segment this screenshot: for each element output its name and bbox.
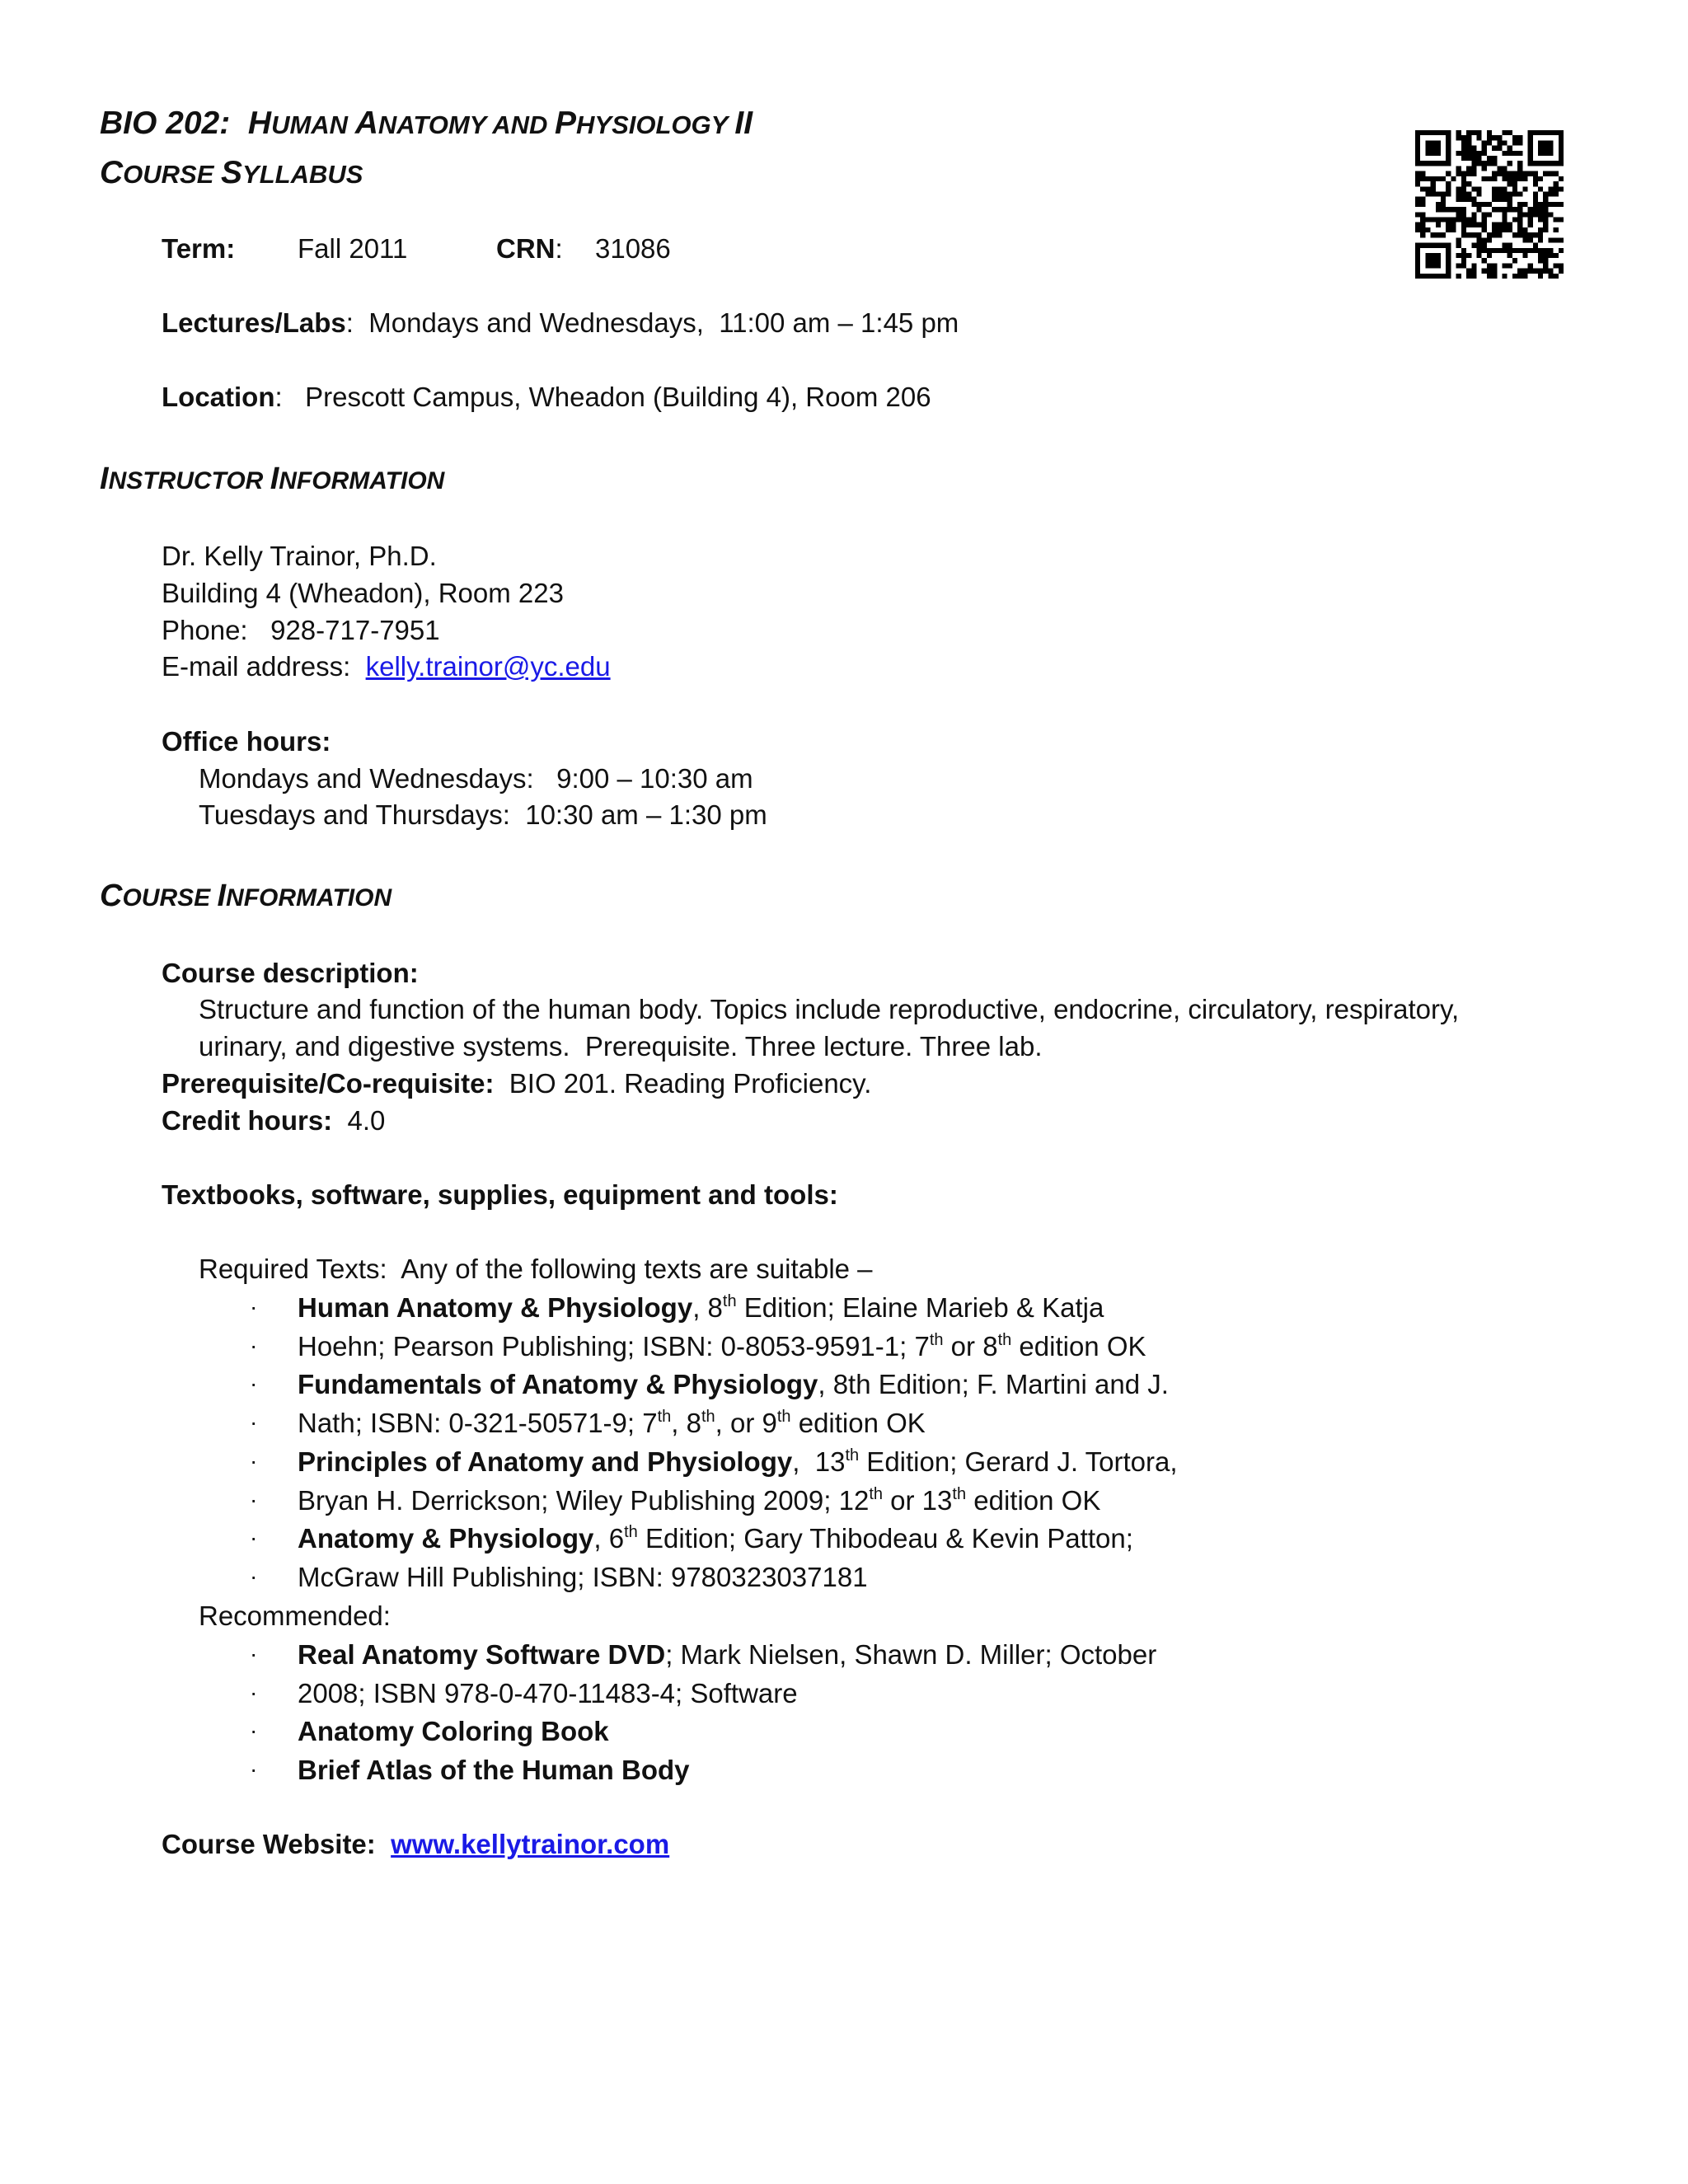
bullet-icon: · xyxy=(250,1409,258,1436)
textbooks-label: Textbooks, software, supplies, equipment and tools: xyxy=(162,1179,838,1210)
qr-code-icon xyxy=(1415,130,1564,279)
lectures-label: Lectures/Labs xyxy=(162,307,346,338)
bullet-icon: · xyxy=(250,1679,258,1705)
crn xyxy=(496,235,563,262)
required-text-line-4: Nath; ISBN: 0-321-50571-9; 7th, 8th, or 9th edition OK xyxy=(298,1408,926,1439)
instructor-name: Dr. Kelly Trainor, Ph.D. xyxy=(162,541,437,571)
crn-label: CRN xyxy=(496,233,556,264)
bullet-icon: · xyxy=(250,1486,258,1512)
credit-label: Credit hours: xyxy=(162,1105,333,1136)
crn-value: 31086 xyxy=(595,233,671,264)
required-text-line-2: Hoehn; Pearson Publishing; ISBN: 0-8053-9591-1; 7th or 8th edition OK xyxy=(298,1330,1146,1361)
course-name: HUMAN ANATOMY AND PHYSIOLOGY II xyxy=(247,105,753,141)
website-line xyxy=(162,1830,669,1858)
bullet-icon: · xyxy=(250,1718,258,1744)
crn-colon: : xyxy=(555,233,563,264)
term-label: Term: xyxy=(162,233,236,264)
required-text-line-6: Bryan H. Derrickson; Wiley Publishing 2009; 12th or 13th edition OK xyxy=(298,1484,1101,1516)
prereq-value: BIO 201. Reading Proficiency. xyxy=(494,1068,872,1099)
course-description-line-2: urinary, and digestive systems. Prerequisite. Three lecture. Three lab. xyxy=(199,1031,1043,1062)
website-label: Course Website: xyxy=(162,1829,392,1859)
recommended-line-2: 2008; ISBN 978-0-470-11483-4; Software xyxy=(298,1677,798,1708)
website-link[interactable]: www.kellytrainor.com xyxy=(391,1829,670,1859)
term-value: Fall 2011 xyxy=(298,233,408,264)
course-description-line-1: Structure and function of the human body. Topics include reproductive, endocrine, circulatory, respiratory, xyxy=(199,994,1460,1024)
instructor-email-line xyxy=(162,653,611,680)
location-line xyxy=(162,383,931,410)
required-text-line-7: Anatomy & Physiology, 6th Edition; Gary Thibodeau & Kevin Patton; xyxy=(298,1523,1133,1554)
office-hours-tth: Tuesdays and Thursdays: 10:30 am – 1:30 pm xyxy=(199,799,767,830)
credit-value: 4.0 xyxy=(332,1105,386,1136)
bullet-icon: · xyxy=(250,1525,258,1551)
recommended-line-1: Real Anatomy Software DVD; Mark Nielsen, Shawn D. Miller; October xyxy=(298,1639,1157,1670)
bullet-icon: · xyxy=(250,1371,258,1397)
email-link[interactable]: kelly.trainor@yc.edu xyxy=(365,651,611,682)
office-hours-mw: Mondays and Wednesdays: 9:00 – 10:30 am xyxy=(199,763,753,794)
lectures-line xyxy=(162,309,959,336)
course-heading: COURSE INFORMATION xyxy=(100,879,392,913)
bullet-icon: · xyxy=(250,1756,258,1783)
lectures-value: : Mondays and Wednesdays, 11:00 am – 1:45 pm xyxy=(345,307,959,338)
bullet-icon: · xyxy=(250,1641,258,1666)
bullet-icon: · xyxy=(250,1294,258,1319)
location-label: Location xyxy=(162,382,275,412)
required-text-line-5: Principles of Anatomy and Physiology, 13th Edition; Gerard J. Tortora, xyxy=(298,1446,1178,1477)
location-value: : Prescott Campus, Wheadon (Building 4), Room 206 xyxy=(274,382,931,412)
recommended-line-3: Anatomy Coloring Book xyxy=(298,1716,609,1747)
credit-line xyxy=(162,1107,385,1134)
instructor-phone: Phone: 928-717-7951 xyxy=(162,615,440,645)
page-subtitle xyxy=(100,157,363,189)
instructor-office: Building 4 (Wheadon), Room 223 xyxy=(162,578,564,608)
course-code: BIO 202: xyxy=(100,105,231,141)
bullet-icon: · xyxy=(250,1447,258,1474)
instructor-heading: INSTRUCTOR INFORMATION xyxy=(100,462,445,496)
prereq-label: Prerequisite/Co-requisite: xyxy=(162,1068,495,1099)
course-description-label: Course description: xyxy=(162,958,419,988)
prereq-line xyxy=(162,1070,871,1097)
required-text-line-1: Human Anatomy & Physiology, 8th Edition; Elaine Marieb & Katja xyxy=(298,1292,1104,1323)
bullet-icon: · xyxy=(250,1332,258,1358)
required-text-line-3: Fundamentals of Anatomy & Physiology, 8th Edition; F. Martini and J. xyxy=(298,1369,1169,1400)
required-text-line-8: McGraw Hill Publishing; ISBN: 9780323037181 xyxy=(298,1561,868,1592)
syllabus-label: COURSE SYLLABUS xyxy=(100,155,363,190)
office-hours-label: Office hours: xyxy=(162,726,331,757)
recommended-line-4: Brief Atlas of the Human Body xyxy=(298,1755,690,1786)
required-texts-intro: Required Texts: Any of the following texts are suitable – xyxy=(199,1254,873,1284)
course-title xyxy=(100,107,753,139)
email-label: E-mail address: xyxy=(162,651,366,682)
recommended-label: Recommended: xyxy=(199,1601,391,1631)
bullet-icon: · xyxy=(250,1563,258,1589)
